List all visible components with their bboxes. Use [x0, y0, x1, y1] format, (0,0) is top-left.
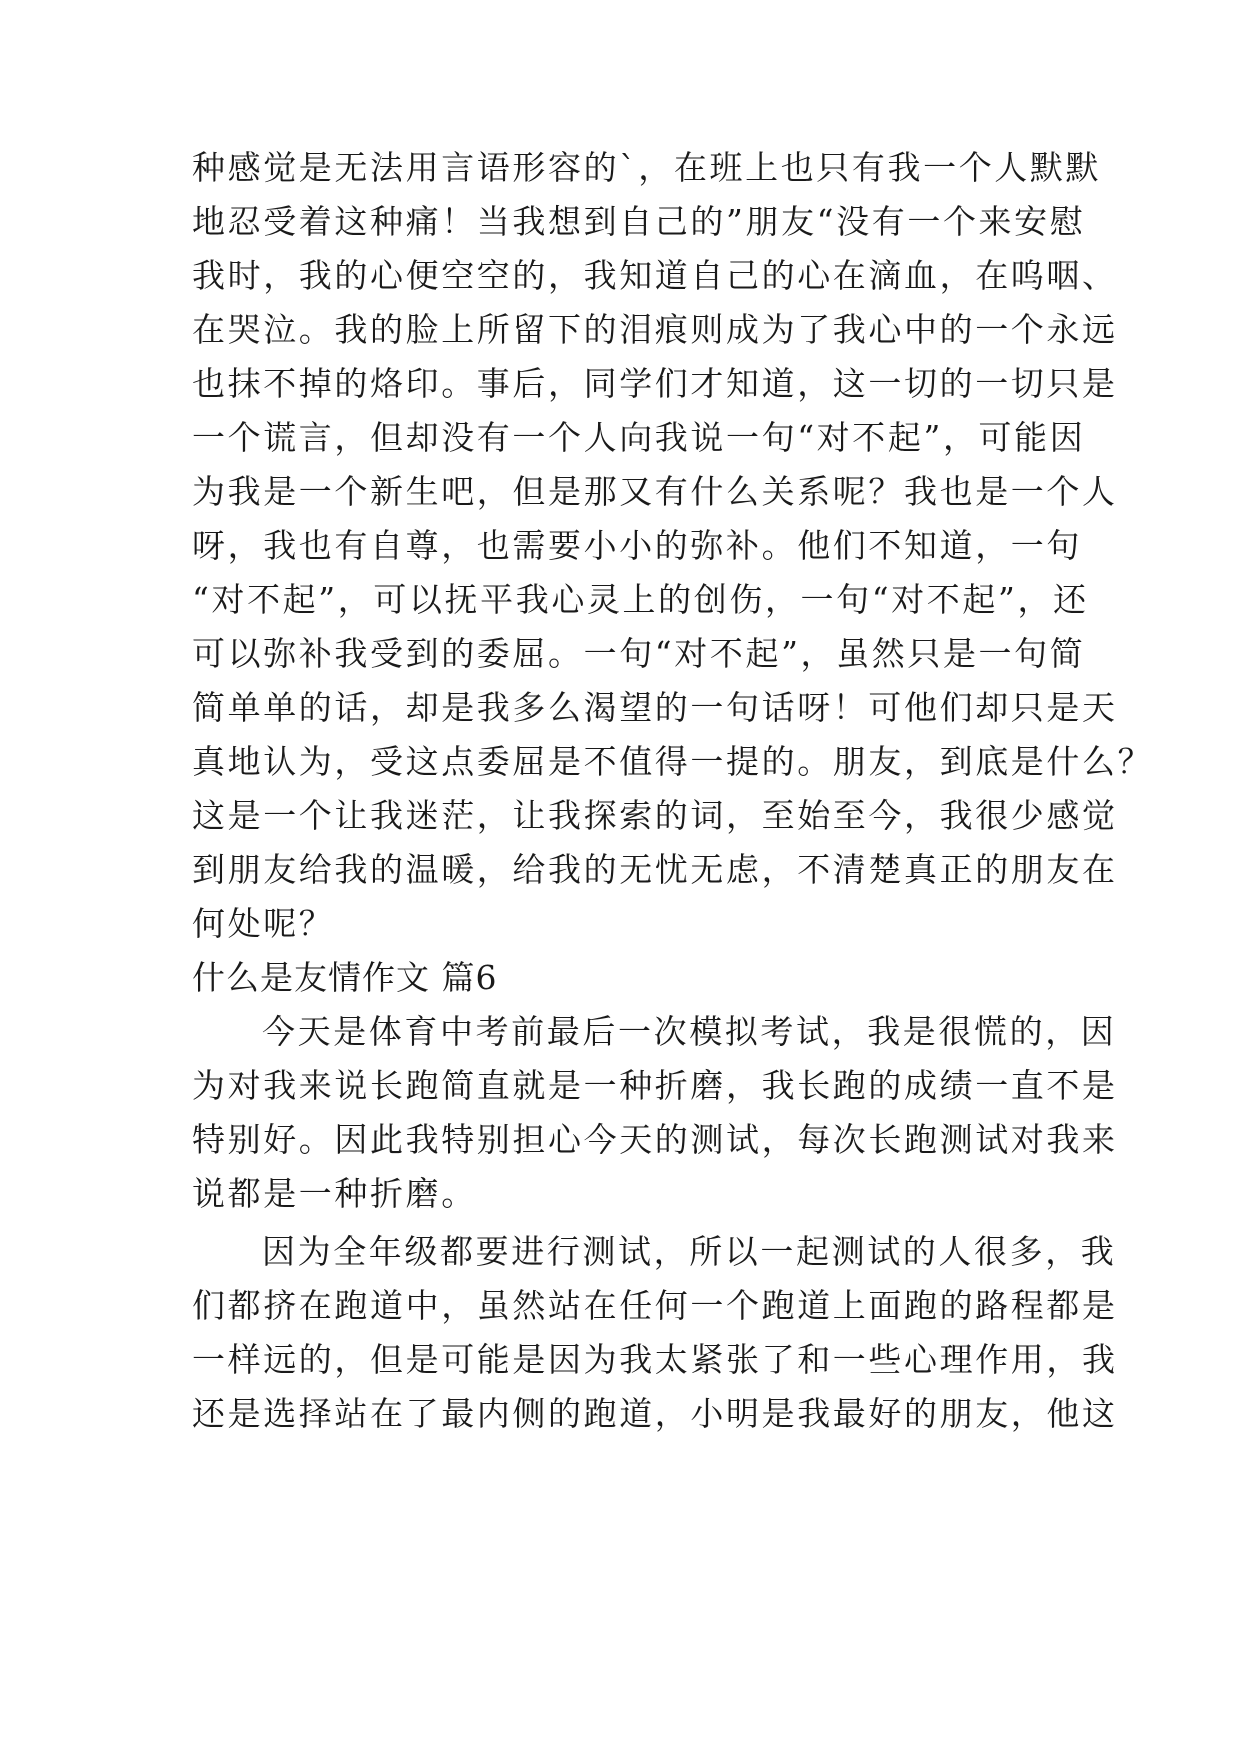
text-line: “对不起”，可以抚平我心灵上的创伤，一句“对不起”，还	[192, 580, 1089, 619]
text-line: 呀，我也有自尊，也需要小小的弥补。他们不知道，一句	[192, 526, 1082, 565]
text-line: 特别好。因此我特别担心今天的测试，每次长跑测试对我来	[192, 1120, 1118, 1159]
text-line: 地忍受着这种痛！当我想到自己的”朋友“没有一个来安慰	[192, 202, 1086, 241]
text-line: 到朋友给我的温暖，给我的无忧无虑，不清楚真正的朋友在	[192, 850, 1118, 889]
text-line: 我时，我的心便空空的，我知道自己的心在滴血，在呜咽、	[192, 256, 1118, 295]
text-line: 一样远的，但是可能是因为我太紧张了和一些心理作用，我	[192, 1340, 1118, 1379]
text-line: 简单单的话，却是我多么渴望的一句话呀！可他们却只是天	[192, 688, 1118, 727]
text-line: 一个谎言，但却没有一个人向我说一句“对不起”，可能因	[192, 418, 1086, 457]
section-heading: 什么是友情作文 篇6	[192, 958, 498, 997]
text-line: 真地认为，受这点委屈是不值得一提的。朋友，到底是什么？	[192, 742, 1154, 781]
text-line: 们都挤在跑道中，虽然站在任何一个跑道上面跑的路程都是	[192, 1286, 1118, 1325]
text-line: 在哭泣。我的脸上所留下的泪痕则成为了我心中的一个永远	[192, 310, 1118, 349]
text-line: 说都是一种折磨。	[192, 1174, 477, 1213]
paragraph-first-line: 因为全年级都要进行测试，所以一起测试的人很多，我	[262, 1232, 1117, 1271]
text-line: 为对我来说长跑简直就是一种折磨，我长跑的成绩一直不是	[192, 1066, 1118, 1105]
paragraph-first-line: 今天是体育中考前最后一次模拟考试，我是很慌的，因	[262, 1012, 1117, 1051]
text-line: 为我是一个新生吧，但是那又有什么关系呢？我也是一个人	[192, 472, 1118, 511]
text-line: 还是选择站在了最内侧的跑道，小明是我最好的朋友，他这	[192, 1394, 1118, 1433]
text-line: 种感觉是无法用言语形容的`，在班上也只有我一个人默默	[192, 148, 1102, 187]
text-line: 这是一个让我迷茫，让我探索的词，至始至今，我很少感觉	[192, 796, 1118, 835]
text-line: 也抹不掉的烙印。事后，同学们才知道，这一切的一切只是	[192, 364, 1118, 403]
text-line: 可以弥补我受到的委屈。一句“对不起”，虽然只是一句简	[192, 634, 1086, 673]
text-line: 何处呢？	[192, 904, 335, 943]
